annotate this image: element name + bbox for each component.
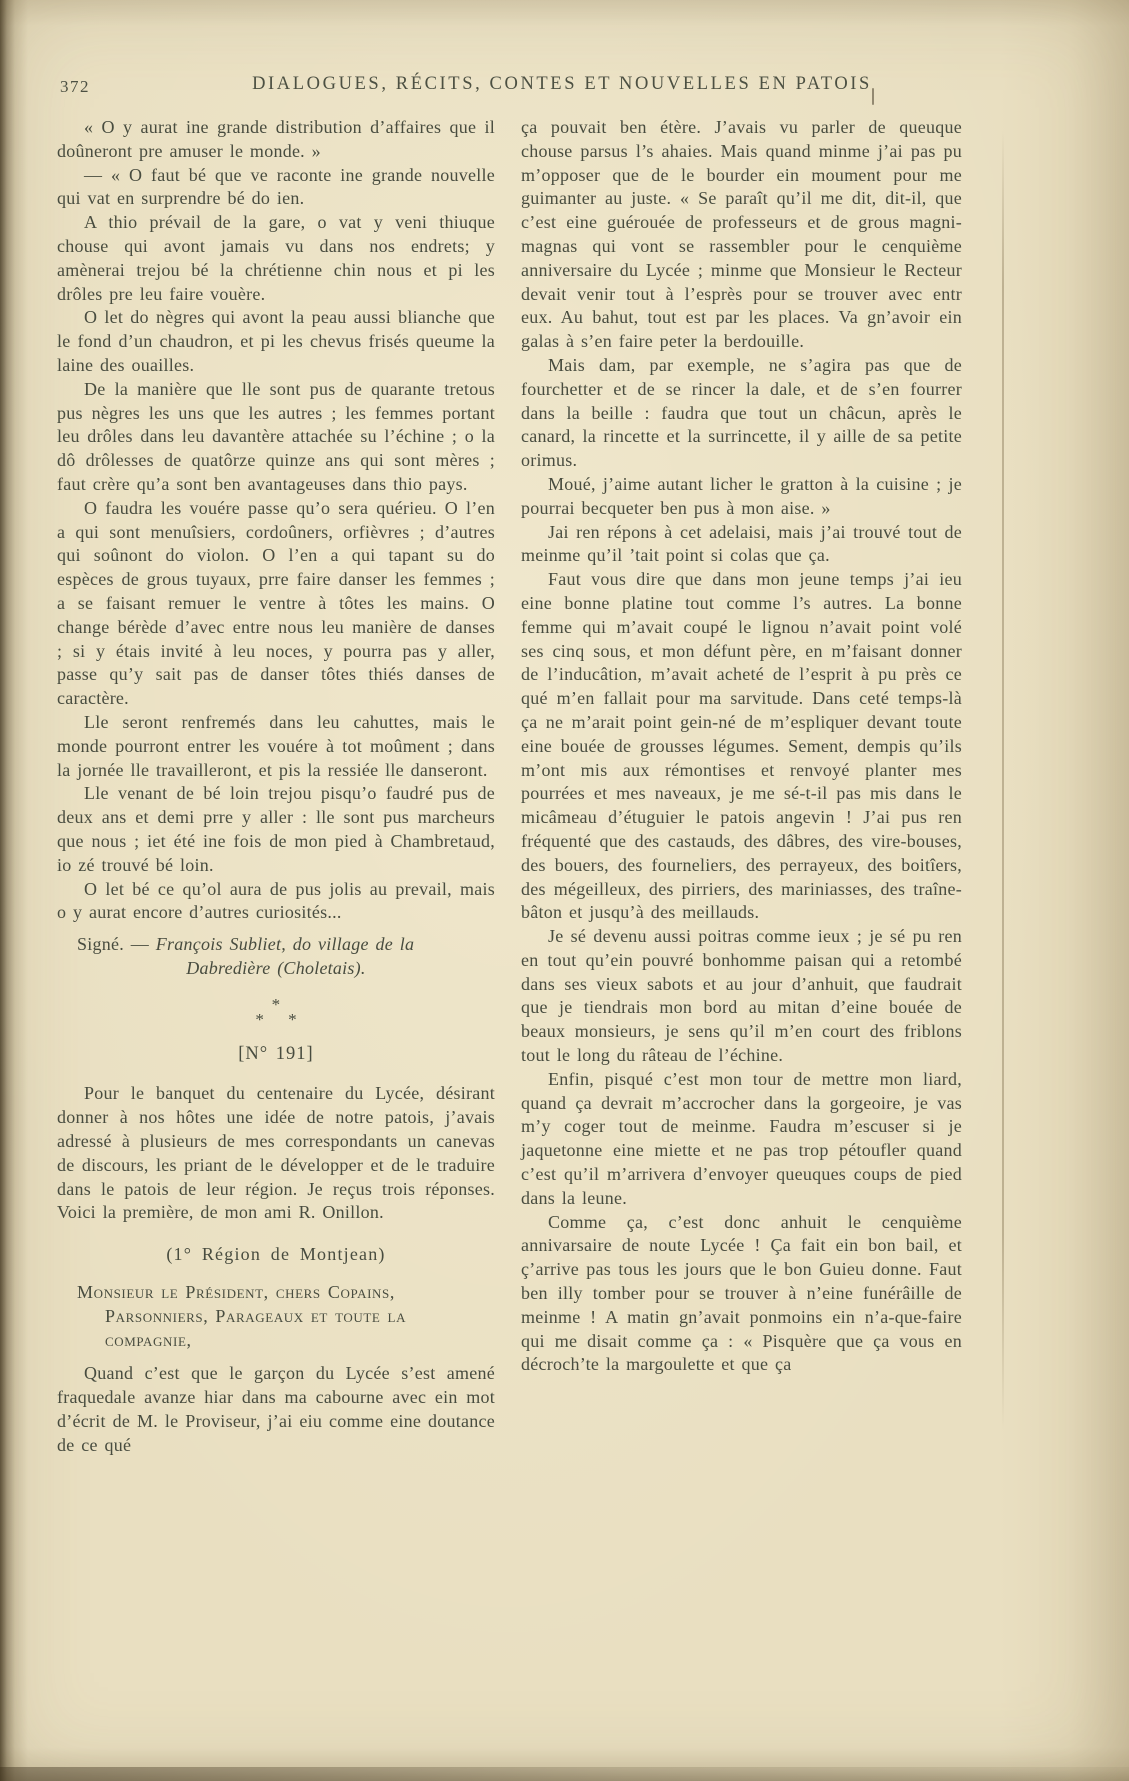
left-column xyxy=(57,116,495,1458)
paragraph: O let do nègres qui avont la peau aussi blianche que le fond d’un chaudron, et pi les chevus frisés queume la laine des ouailles. xyxy=(57,307,495,375)
paragraph: Quand c’est que le garçon du Lycée s’est amené fraquedale avanze hiar dans ma cabourne avec ein mot d’écrit de M. le Proviseur, j’ai eiu comme eine doutance de ce qué xyxy=(57,1363,495,1455)
paragraph: Moué, j’aime autant licher le gratton à la cuisine ; je pourrai becqueter ben pus à mon aise. » xyxy=(521,473,962,518)
running-header-title: DIALOGUES, RÉCITS, CONTES ET NOUVELLES EN PATOIS xyxy=(252,74,872,94)
signature xyxy=(57,933,495,981)
scan-artifact-ink-mark xyxy=(872,88,874,105)
paragraph: — « O faut bé que ve raconte ine grande nouvelle qui vat en surprendre bé do ien. xyxy=(57,164,495,209)
scan-artifact-page-edge xyxy=(1002,130,1004,1430)
right-column xyxy=(521,116,962,1377)
salutation-line: Monsieur le Président, chers Copains, xyxy=(77,1282,395,1303)
asterisk-row-top: * xyxy=(271,994,281,1014)
paragraph: Je sé devenu aussi poitras comme ieux ; je sé pu ren en tout qu’ein pouvré bonhomme paisan qui a retombé dans ses vieux sabots et au jour d’anhuit, que faudrait que je tiendrais mon bord au mitan d’eine bouée de beaux monsieurs, je sens qu’il m’en court des friblons tout le long du râteau de l’échine. xyxy=(521,926,962,1066)
paragraph: Lle seront renfremés dans leu cahuttes, mais le monde pourront entrer les vouére à tot moûment ; dans la jornée lle travailleront, et pis la ressiée lle danseront. xyxy=(57,711,495,780)
paragraph: O faudra les vouére passe qu’o sera quérieu. O l’en a qui sont menuîsiers, cordoûners, orfièvres ; d’autres qui soûnont do violon. O l’en a qui tapant su do espèces de grous tuyaux, prre faire danser les femmes ; a se faisant remuer le ventre à tôtes les mains. O change bérède d’avec entre nous leu manière de danses ; si y étais invité à leu noces, y pourra pas y aller, passe qu’y sait pas de danser tôtes thiés danses de caractère. xyxy=(57,497,495,709)
paragraph: Enfin, pisqué c’est mon tour de mettre mon liard, quand ça devrait m’accrocher dans la gorgeoire, je vas m’y coger tout de meinme. Faudra m’escuser si je jaquetonne eine miette et ne pas trop pétoufler quand c’est qu’il m’arrivera d’envoyer queuques coups de pied dans la leune. xyxy=(521,1068,962,1208)
paragraph: Jai ren répons à cet adelaisi, mais j’ai trouvé tout de meinme qu’il ’tait point si colas que ça. xyxy=(521,521,962,566)
section-number: [N° 191] xyxy=(238,1043,314,1064)
salutation-line: compagnie, xyxy=(105,1329,192,1350)
paragraph: Faut vous dire que dans mon jeune temps j’ai ieu eine bonne platine tout comme l’s autres. La bonne femme qui m’avait coupé le lignou n’avait point volé ses cinq sous, et mon défunt père, en m’faisant donner de l’inducâtion, m’avait acheté de l’esprit à pu près ce qué m’en fallait pour ma sarvitude. Dans ceté temps-là ça ne m’arait point gein-né de m’espliquer devant toute eine bouée de grousses légumes. Sement, dempis qu’ils m’ont mis aux rémontises et renvoyé planter mes pourrées et mes naveaux, je me sé-t-il pas mis dans le micâmeau d’étuguier le patois angevin ! J’ai pus ren fréquenté que des castauds, des dâbres, des vire-bouses, des bouers, des fourneliers, des perrayeux, des boitîers, des mégeilleux, des pirriers, des mariniasses, des traîne-bâton et jusqu’à des meillauds. xyxy=(521,569,962,923)
paragraph: O let bé ce qu’ol aura de pus jolis au prevail, mais o y aurat encore d’autres curiosités... xyxy=(57,878,495,923)
running-head xyxy=(57,74,961,102)
paragraph: ça pouvait ben étère. J’avais vu parler de queuque chouse parsus l’s ahaies. Mais quand minme j’ai pas pu m’opposer que de le bourder ein moument pour me guimanter au juste. « Se paraît qu’il me dit, dit-il, que c’est eine guérouée de professeurs et de grous magni-magnas qui vont se rassembler pour le cenquième anniversaire du Lycée ; minme que Monsieur le Recteur devait venir tout à l’esprès pour se trouver avec entr eux. Au bahut, tout est par les places. Va gn’avoir ein galas à s’en faire peter la berdouille. xyxy=(521,117,962,352)
paragraph: Pour le banquet du centenaire du Lycée, désirant donner à nos hôtes une idée de notre patois, j’avais adressé à plusieurs de mes correspondants un canevas de discours, les priant de le développer et de le traduire dans le patois de leur région. Je reçus trois réponses. Voici la première, de mon ami R. Onillon. xyxy=(57,1083,495,1223)
signature-place: Dabredière (Choletais). xyxy=(186,957,366,978)
salutation-line: Parsonniers, Parageaux et toute la xyxy=(105,1305,407,1326)
paragraph: Comme ça, c’est donc anhuit le cenquième annivarsaire de noute Lycée ! Ça fait ein bon bail, et ç’arrive pas tous les jours que le bon Guieu donne. Faut ben illy tomber pour se trouver à n’eine funérâille de meinme ! A matin gn’avait ponmoins ein n’a-que-faire qui me disait comme ça : « Pisquère que ça vous en décroch’te la margoulette et que ça xyxy=(521,1211,962,1375)
signature-line xyxy=(57,933,495,957)
asterism-separator xyxy=(57,994,495,1029)
paragraph: A thio prévail de la gare, o vat y veni thiuque chouse qui avont jamais vu dans nos endrets; y amènerai trejou bé la chrétienne chin nous et pi les drôles pre leu faire vouère. xyxy=(57,212,495,304)
signature-prefix: Signé. — xyxy=(77,934,156,955)
paragraph: Mais dam, par exemple, ne s’agira pas que de fourchetter et de se rincer la dale, et de s’en fourrer dans la beille : faudra que tout un châcun, après le canard, la rincette et la surrincette, il y aille de sa petite orimus. xyxy=(521,354,962,471)
signature-author: François Subliet, do village de la xyxy=(155,934,415,955)
scan-artifact-bottom-shadow xyxy=(0,1767,1129,1781)
asterisk-row-bottom: * * xyxy=(255,1009,306,1029)
paragraph: Lle venant de bé loin trejou pisqu’o faudré pus de deux ans et demi prre y aller : lle sont pus marcheurs que nous ; iet été ine fois de mon pied à Chambretaud, io zé trouvé bé loin. xyxy=(57,783,495,875)
paragraph: De la manière que lle sont pus de quarante tretous pus nègres les uns que les autres ; les femmes portant leu drôles dans leu davantère attachée su l’échine ; o la dô drôlesses de quatôrze quinze ans qui sont mères ; faut crère qu’a sont ben avantageuses dans thio pays. xyxy=(57,378,495,494)
salutation xyxy=(57,1281,495,1352)
region-heading: (1° Région de Montjean) xyxy=(166,1244,386,1265)
paragraph: « O y aurat ine grande distribution d’affaires que il doûneront pre amuser le monde. » xyxy=(57,117,495,161)
page-number: 372 xyxy=(60,77,90,96)
